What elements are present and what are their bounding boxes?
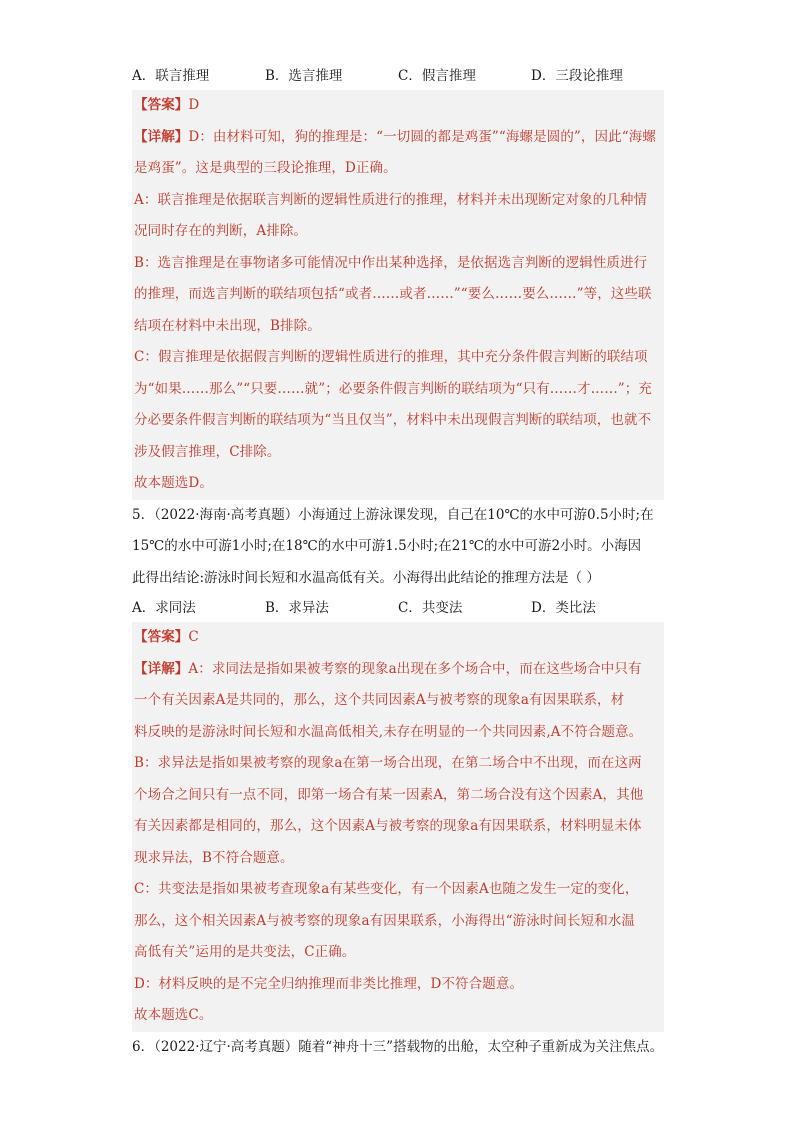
detail-tag: 【详解】 xyxy=(134,660,189,677)
detail-text: A：求同法是指如果被考察的现象a出现在多个场合中，而在这些场合中只有 xyxy=(188,660,642,677)
exam-page xyxy=(132,62,664,1063)
q4-answer-block xyxy=(132,90,664,500)
detail-text: 个场合之间只有一点不同，即第一场合有某一因素A，第二场合没有这个因素A，其他 xyxy=(134,786,644,803)
detail-tag: 【详解】 xyxy=(134,128,189,145)
detail-text: D：材料反映的是不完全归纳推理而非类比推理，D不符合题意。 xyxy=(134,975,524,992)
detail-text: 料反映的是游泳时间长短和水温高低相关,未存在明显的一个共同因素,A不符合题意。 xyxy=(134,723,643,740)
answer-tag: 【答案】 xyxy=(134,97,189,113)
q4-option-d[interactable]: D．三段论推理 xyxy=(531,68,623,84)
detail-text: D：由材料可知，狗的推理是：“一切圆的都是鸡蛋”“海螺是圆的”，因此“海螺 xyxy=(188,128,656,145)
q5-detail-line xyxy=(134,654,662,686)
q6-stem: 6．（2022·辽宁·高考真题）随着“神舟十三”搭载物的出舱，太空种子重新成为关注焦点。 xyxy=(132,1038,664,1055)
detail-text: 是鸡蛋”。这是典型的三段论推理，D正确。 xyxy=(134,160,397,176)
q4-detail-line xyxy=(134,122,662,154)
detail-text: A：联言推理是依据联言判断的逻辑性质进行的推理，材料并未出现断定对象的几种情 xyxy=(134,191,648,208)
answer-value: D xyxy=(188,97,200,113)
conclusion-text: 故本题选C。 xyxy=(134,1007,213,1023)
detail-text: 况同时存在的判断，A排除。 xyxy=(134,223,308,239)
q5-answer-block xyxy=(132,622,664,1032)
answer-tag: 【答案】 xyxy=(134,629,189,645)
q4-option-b[interactable]: B．选言推理 xyxy=(265,68,343,84)
q5-option-c[interactable]: C．共变法 xyxy=(398,600,463,616)
q5-stem: 此得出结论:游泳时间长短和水温高低有关。小海得出此结论的推理方法是（ ） xyxy=(132,569,600,586)
detail-text: 涉及假言推理，C排除。 xyxy=(134,443,281,460)
detail-text: 结项在材料中未出现，B排除。 xyxy=(134,317,321,334)
detail-text: C：假言推理是依据假言判断的逻辑性质进行的推理，其中充分条件假言判断的联结项 xyxy=(134,349,648,365)
q5-option-a[interactable]: A．求同法 xyxy=(132,600,196,616)
q4-option-a[interactable]: A．联言推理 xyxy=(132,68,210,84)
answer-value: C xyxy=(188,629,199,645)
detail-text: 一个有关因素A是共同的，那么，这个共同因素A与被考察的现象a有因果联系，材 xyxy=(134,692,625,708)
detail-text: 有关因素都是相同的，那么，这个因素A与被考察的现象a有因果联系，材料明显未体 xyxy=(134,818,642,834)
q4-options xyxy=(132,62,664,90)
q5-options xyxy=(132,594,664,622)
q5-stem: 15℃的水中可游1小时;在18℃的水中可游1.5小时;在21℃的水中可游2小时。小海因 xyxy=(132,538,642,554)
q5-option-d[interactable]: D．类比法 xyxy=(531,600,596,616)
detail-text: 的推理，而选言判断的联结项包括“或者……或者……”“要么……要么……”等，这些联 xyxy=(134,286,652,302)
q5-option-b[interactable]: B．求异法 xyxy=(265,600,329,616)
q4-option-c[interactable]: C．假言推理 xyxy=(398,68,476,84)
detail-text: C：共变法是指如果被考查现象a有某些变化，有一个因素A也随之发生一定的变化， xyxy=(134,881,639,897)
detail-text: 为“如果……那么”“只要……就”；必要条件假言判断的联结项为“只有……才……”；充 xyxy=(134,380,653,397)
q5-answer-line xyxy=(134,622,662,654)
q4-answer-line xyxy=(134,90,662,122)
detail-text: B：求异法是指如果被考察的现象a在第一场合出现，在第二场合中不出现，而在这两 xyxy=(134,755,642,771)
detail-text: 现求异法，B不符合题意。 xyxy=(134,849,294,866)
conclusion-text: 故本题选D。 xyxy=(134,475,213,491)
detail-text: B：选言推理是在事物诸多可能情况中作出某种选择，是依据选言判断的逻辑性质进行 xyxy=(134,254,648,271)
detail-text: 那么，这个相关因素A与被考察的现象a有因果联系，小海得出“游泳时间长短和水温 xyxy=(134,912,635,929)
q5-stem: 5．（2022·海南·高考真题）小海通过上游泳课发现，自己在10℃的水中可游0.5小时;在 xyxy=(132,506,654,523)
detail-text: 分必要条件假言判断的联结项为“当且仅当”，材料中未出现假言判断的联结项，也就不 xyxy=(134,412,652,428)
detail-text: 高低有关”运用的是共变法，C正确。 xyxy=(134,944,356,960)
